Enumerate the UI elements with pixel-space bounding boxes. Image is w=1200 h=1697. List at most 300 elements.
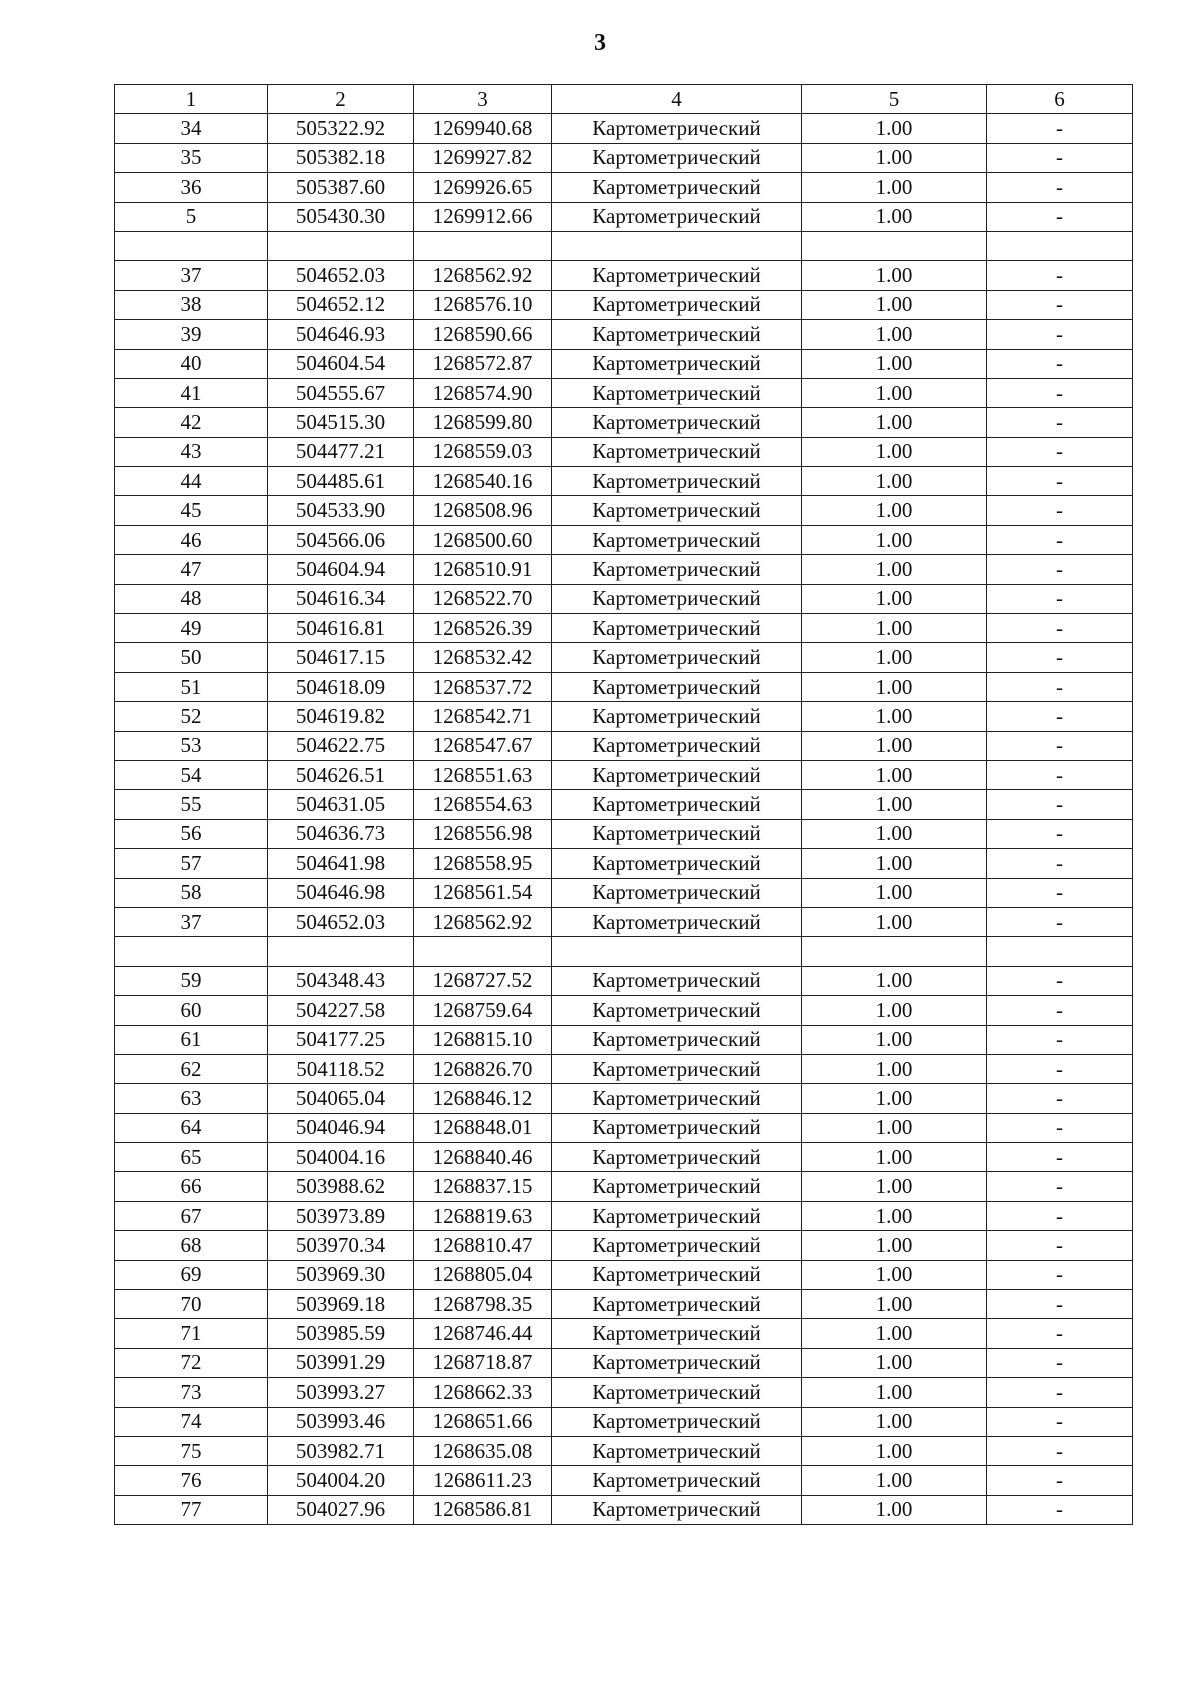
description-cell: -	[987, 1143, 1133, 1172]
x-coordinate-cell: 504617.15	[268, 643, 414, 672]
coordinates-table	[114, 84, 1133, 1525]
point-number-cell: 68	[115, 1231, 268, 1260]
method-cell: Картометрический	[552, 1466, 802, 1495]
accuracy-cell: 1.00	[802, 290, 987, 319]
accuracy-cell: 1.00	[802, 849, 987, 878]
method-cell: Картометрический	[552, 966, 802, 995]
method-cell: Картометрический	[552, 1495, 802, 1524]
y-coordinate-cell: 1268562.92	[414, 261, 552, 290]
y-coordinate-cell: 1268798.35	[414, 1290, 552, 1319]
accuracy-cell: 1.00	[802, 702, 987, 731]
description-cell: -	[987, 1407, 1133, 1436]
x-coordinate-cell: 504177.25	[268, 1025, 414, 1054]
method-cell: Картометрический	[552, 408, 802, 437]
method-cell: Картометрический	[552, 320, 802, 349]
table-row	[115, 320, 1133, 349]
description-cell: -	[987, 555, 1133, 584]
description-cell: -	[987, 173, 1133, 202]
y-coordinate-cell: 1268562.92	[414, 907, 552, 936]
method-cell: Картометрический	[552, 1025, 802, 1054]
point-number-cell: 60	[115, 996, 268, 1025]
table-row	[115, 290, 1133, 319]
accuracy-cell: 1.00	[802, 907, 987, 936]
point-number-cell: 49	[115, 614, 268, 643]
y-coordinate-cell: 1268537.72	[414, 672, 552, 701]
method-cell: Картометрический	[552, 378, 802, 407]
point-number-cell: 38	[115, 290, 268, 319]
point-number-cell: 54	[115, 760, 268, 789]
header-cell-1: 1	[115, 85, 268, 114]
x-coordinate-cell: 504636.73	[268, 819, 414, 848]
y-coordinate-cell: 1268815.10	[414, 1025, 552, 1054]
y-coordinate-cell: 1268522.70	[414, 584, 552, 613]
point-number-cell: 5	[115, 202, 268, 231]
y-coordinate-cell: 1268547.67	[414, 731, 552, 760]
x-coordinate-cell: 504604.94	[268, 555, 414, 584]
accuracy-cell: 1.00	[802, 555, 987, 584]
method-cell: Картометрический	[552, 1319, 802, 1348]
table-row	[115, 1260, 1133, 1289]
point-number-cell: 42	[115, 408, 268, 437]
description-cell: -	[987, 1172, 1133, 1201]
accuracy-cell: 1.00	[802, 643, 987, 672]
y-coordinate-cell: 1268611.23	[414, 1466, 552, 1495]
y-coordinate-cell: 1268542.71	[414, 702, 552, 731]
description-cell: -	[987, 1378, 1133, 1407]
point-number-cell: 70	[115, 1290, 268, 1319]
description-cell: -	[987, 1025, 1133, 1054]
x-coordinate-cell: 504555.67	[268, 378, 414, 407]
accuracy-cell: 1.00	[802, 1172, 987, 1201]
y-coordinate-cell: 1268826.70	[414, 1054, 552, 1083]
table-row	[115, 996, 1133, 1025]
method-cell: Картометрический	[552, 1378, 802, 1407]
point-number-cell	[115, 231, 268, 260]
accuracy-cell: 1.00	[802, 790, 987, 819]
table-row	[115, 1084, 1133, 1113]
y-coordinate-cell: 1268662.33	[414, 1378, 552, 1407]
point-number-cell: 74	[115, 1407, 268, 1436]
accuracy-cell: 1.00	[802, 1319, 987, 1348]
table-row	[115, 349, 1133, 378]
point-number-cell: 50	[115, 643, 268, 672]
description-cell: -	[987, 1084, 1133, 1113]
point-number-cell: 59	[115, 966, 268, 995]
table-row	[115, 1436, 1133, 1465]
point-number-cell: 45	[115, 496, 268, 525]
method-cell: Картометрический	[552, 760, 802, 789]
table-row	[115, 202, 1133, 231]
table-row	[115, 1319, 1133, 1348]
x-coordinate-cell: 504004.20	[268, 1466, 414, 1495]
description-cell: -	[987, 1466, 1133, 1495]
point-number-cell: 56	[115, 819, 268, 848]
x-coordinate-cell: 503993.27	[268, 1378, 414, 1407]
point-number-cell: 61	[115, 1025, 268, 1054]
x-coordinate-cell	[268, 937, 414, 966]
y-coordinate-cell: 1268759.64	[414, 996, 552, 1025]
table-row	[115, 467, 1133, 496]
accuracy-cell: 1.00	[802, 437, 987, 466]
point-number-cell: 47	[115, 555, 268, 584]
accuracy-cell: 1.00	[802, 614, 987, 643]
point-number-cell: 72	[115, 1348, 268, 1377]
x-coordinate-cell: 504604.54	[268, 349, 414, 378]
x-coordinate-cell: 504626.51	[268, 760, 414, 789]
accuracy-cell: 1.00	[802, 1348, 987, 1377]
point-number-cell: 67	[115, 1201, 268, 1230]
y-coordinate-cell: 1269912.66	[414, 202, 552, 231]
y-coordinate-cell: 1268540.16	[414, 467, 552, 496]
x-coordinate-cell: 504485.61	[268, 467, 414, 496]
table-row	[115, 702, 1133, 731]
page-number: 3	[594, 30, 606, 56]
accuracy-cell: 1.00	[802, 1407, 987, 1436]
accuracy-cell: 1.00	[802, 378, 987, 407]
table-row	[115, 1201, 1133, 1230]
x-coordinate-cell: 504065.04	[268, 1084, 414, 1113]
table-row	[115, 584, 1133, 613]
x-coordinate-cell	[268, 231, 414, 260]
method-cell: Картометрический	[552, 819, 802, 848]
point-number-cell: 34	[115, 114, 268, 143]
description-cell: -	[987, 1260, 1133, 1289]
y-coordinate-cell: 1268727.52	[414, 966, 552, 995]
description-cell: -	[987, 408, 1133, 437]
table-row	[115, 937, 1133, 966]
x-coordinate-cell: 503969.18	[268, 1290, 414, 1319]
method-cell: Картометрический	[552, 584, 802, 613]
x-coordinate-cell: 504618.09	[268, 672, 414, 701]
method-cell: Картометрический	[552, 173, 802, 202]
table-row	[115, 1143, 1133, 1172]
method-cell	[552, 937, 802, 966]
accuracy-cell: 1.00	[802, 114, 987, 143]
accuracy-cell: 1.00	[802, 760, 987, 789]
point-number-cell: 37	[115, 907, 268, 936]
method-cell: Картометрический	[552, 672, 802, 701]
point-number-cell: 62	[115, 1054, 268, 1083]
accuracy-cell: 1.00	[802, 996, 987, 1025]
table-row	[115, 672, 1133, 701]
table-row	[115, 731, 1133, 760]
accuracy-cell: 1.00	[802, 525, 987, 554]
x-coordinate-cell: 504641.98	[268, 849, 414, 878]
method-cell: Картометрический	[552, 496, 802, 525]
table-row	[115, 643, 1133, 672]
y-coordinate-cell: 1268718.87	[414, 1348, 552, 1377]
point-number-cell: 55	[115, 790, 268, 819]
point-number-cell: 76	[115, 1466, 268, 1495]
x-coordinate-cell: 503969.30	[268, 1260, 414, 1289]
point-number-cell: 35	[115, 143, 268, 172]
method-cell: Картометрический	[552, 849, 802, 878]
x-coordinate-cell: 504227.58	[268, 996, 414, 1025]
x-coordinate-cell: 504118.52	[268, 1054, 414, 1083]
method-cell: Картометрический	[552, 1436, 802, 1465]
method-cell: Картометрический	[552, 437, 802, 466]
method-cell: Картометрический	[552, 878, 802, 907]
method-cell: Картометрический	[552, 702, 802, 731]
method-cell: Картометрический	[552, 907, 802, 936]
x-coordinate-cell: 504027.96	[268, 1495, 414, 1524]
x-coordinate-cell: 504646.98	[268, 878, 414, 907]
y-coordinate-cell: 1268805.04	[414, 1260, 552, 1289]
y-coordinate-cell: 1268554.63	[414, 790, 552, 819]
point-number-cell: 64	[115, 1113, 268, 1142]
table-row	[115, 1407, 1133, 1436]
method-cell: Картометрический	[552, 1054, 802, 1083]
description-cell: -	[987, 496, 1133, 525]
y-coordinate-cell: 1268840.46	[414, 1143, 552, 1172]
x-coordinate-cell: 505387.60	[268, 173, 414, 202]
method-cell: Картометрический	[552, 261, 802, 290]
accuracy-cell: 1.00	[802, 261, 987, 290]
point-number-cell: 75	[115, 1436, 268, 1465]
point-number-cell: 63	[115, 1084, 268, 1113]
x-coordinate-cell: 503973.89	[268, 1201, 414, 1230]
method-cell: Картометрический	[552, 614, 802, 643]
table-row	[115, 143, 1133, 172]
accuracy-cell: 1.00	[802, 1025, 987, 1054]
x-coordinate-cell: 504515.30	[268, 408, 414, 437]
accuracy-cell: 1.00	[802, 1054, 987, 1083]
y-coordinate-cell: 1268576.10	[414, 290, 552, 319]
y-coordinate-cell: 1268561.54	[414, 878, 552, 907]
accuracy-cell: 1.00	[802, 1084, 987, 1113]
description-cell: -	[987, 878, 1133, 907]
accuracy-cell: 1.00	[802, 819, 987, 848]
x-coordinate-cell: 504631.05	[268, 790, 414, 819]
method-cell: Картометрический	[552, 555, 802, 584]
x-coordinate-cell: 503970.34	[268, 1231, 414, 1260]
y-coordinate-cell: 1268551.63	[414, 760, 552, 789]
accuracy-cell: 1.00	[802, 320, 987, 349]
x-coordinate-cell: 504348.43	[268, 966, 414, 995]
header-cell-3: 3	[414, 85, 552, 114]
accuracy-cell: 1.00	[802, 496, 987, 525]
description-cell: -	[987, 1319, 1133, 1348]
table-row	[115, 966, 1133, 995]
x-coordinate-cell: 503982.71	[268, 1436, 414, 1465]
y-coordinate-cell: 1268810.47	[414, 1231, 552, 1260]
header-cell-6: 6	[987, 85, 1133, 114]
x-coordinate-cell: 505322.92	[268, 114, 414, 143]
point-number-cell: 44	[115, 467, 268, 496]
table-row	[115, 614, 1133, 643]
description-cell: -	[987, 1348, 1133, 1377]
x-coordinate-cell: 504616.81	[268, 614, 414, 643]
table-row	[115, 437, 1133, 466]
description-cell: -	[987, 114, 1133, 143]
x-coordinate-cell: 504652.03	[268, 261, 414, 290]
table-row	[115, 231, 1133, 260]
y-coordinate-cell: 1268746.44	[414, 1319, 552, 1348]
table-row	[115, 849, 1133, 878]
description-cell: -	[987, 819, 1133, 848]
table-header	[115, 85, 1133, 114]
accuracy-cell: 1.00	[802, 1231, 987, 1260]
point-number-cell: 48	[115, 584, 268, 613]
method-cell: Картометрический	[552, 731, 802, 760]
description-cell: -	[987, 1054, 1133, 1083]
x-coordinate-cell: 504046.94	[268, 1113, 414, 1142]
x-coordinate-cell: 503988.62	[268, 1172, 414, 1201]
description-cell: -	[987, 467, 1133, 496]
header-cell-4: 4	[552, 85, 802, 114]
y-coordinate-cell: 1268559.03	[414, 437, 552, 466]
y-coordinate-cell: 1268635.08	[414, 1436, 552, 1465]
method-cell: Картометрический	[552, 467, 802, 496]
table-row	[115, 173, 1133, 202]
accuracy-cell: 1.00	[802, 1201, 987, 1230]
accuracy-cell	[802, 231, 987, 260]
method-cell: Картометрический	[552, 1231, 802, 1260]
y-coordinate-cell: 1269927.82	[414, 143, 552, 172]
y-coordinate-cell: 1268586.81	[414, 1495, 552, 1524]
table-row	[115, 1113, 1133, 1142]
table-row	[115, 408, 1133, 437]
method-cell: Картометрический	[552, 1290, 802, 1319]
table-row	[115, 114, 1133, 143]
description-cell: -	[987, 1231, 1133, 1260]
y-coordinate-cell: 1268837.15	[414, 1172, 552, 1201]
accuracy-cell: 1.00	[802, 202, 987, 231]
y-coordinate-cell: 1268556.98	[414, 819, 552, 848]
description-cell: -	[987, 907, 1133, 936]
point-number-cell: 37	[115, 261, 268, 290]
x-coordinate-cell: 503985.59	[268, 1319, 414, 1348]
accuracy-cell: 1.00	[802, 467, 987, 496]
point-number-cell: 39	[115, 320, 268, 349]
y-coordinate-cell: 1268599.80	[414, 408, 552, 437]
x-coordinate-cell: 505430.30	[268, 202, 414, 231]
y-coordinate-cell: 1268508.96	[414, 496, 552, 525]
description-cell: -	[987, 790, 1133, 819]
method-cell: Картометрический	[552, 1172, 802, 1201]
y-coordinate-cell: 1268590.66	[414, 320, 552, 349]
table-row	[115, 878, 1133, 907]
accuracy-cell: 1.00	[802, 1260, 987, 1289]
description-cell: -	[987, 996, 1133, 1025]
table-row	[115, 760, 1133, 789]
accuracy-cell: 1.00	[802, 1495, 987, 1524]
description-cell: -	[987, 731, 1133, 760]
x-coordinate-cell: 504004.16	[268, 1143, 414, 1172]
accuracy-cell: 1.00	[802, 143, 987, 172]
x-coordinate-cell: 504619.82	[268, 702, 414, 731]
y-coordinate-cell: 1269926.65	[414, 173, 552, 202]
method-cell: Картометрический	[552, 1143, 802, 1172]
point-number-cell: 65	[115, 1143, 268, 1172]
table-row	[115, 261, 1133, 290]
method-cell	[552, 231, 802, 260]
description-cell: -	[987, 261, 1133, 290]
y-coordinate-cell: 1269940.68	[414, 114, 552, 143]
point-number-cell: 77	[115, 1495, 268, 1524]
description-cell: -	[987, 584, 1133, 613]
table-row	[115, 790, 1133, 819]
method-cell: Картометрический	[552, 525, 802, 554]
table-row	[115, 1495, 1133, 1524]
method-cell: Картометрический	[552, 290, 802, 319]
x-coordinate-cell: 504533.90	[268, 496, 414, 525]
table-row	[115, 1348, 1133, 1377]
header-row	[115, 85, 1133, 114]
accuracy-cell: 1.00	[802, 1436, 987, 1465]
accuracy-cell: 1.00	[802, 1466, 987, 1495]
description-cell: -	[987, 966, 1133, 995]
table-row	[115, 1025, 1133, 1054]
point-number-cell: 58	[115, 878, 268, 907]
description-cell: -	[987, 1290, 1133, 1319]
point-number-cell	[115, 937, 268, 966]
table-row	[115, 1231, 1133, 1260]
point-number-cell: 52	[115, 702, 268, 731]
method-cell: Картометрический	[552, 1407, 802, 1436]
accuracy-cell: 1.00	[802, 584, 987, 613]
description-cell: -	[987, 1495, 1133, 1524]
method-cell: Картометрический	[552, 790, 802, 819]
accuracy-cell: 1.00	[802, 1113, 987, 1142]
method-cell: Картометрический	[552, 349, 802, 378]
description-cell: -	[987, 1201, 1133, 1230]
method-cell: Картометрический	[552, 1201, 802, 1230]
header-cell-2: 2	[268, 85, 414, 114]
table-row	[115, 1290, 1133, 1319]
description-cell: -	[987, 320, 1133, 349]
description-cell: -	[987, 672, 1133, 701]
method-cell: Картометрический	[552, 202, 802, 231]
x-coordinate-cell: 503991.29	[268, 1348, 414, 1377]
table-row	[115, 525, 1133, 554]
y-coordinate-cell: 1268500.60	[414, 525, 552, 554]
accuracy-cell: 1.00	[802, 731, 987, 760]
method-cell: Картометрический	[552, 1348, 802, 1377]
description-cell: -	[987, 202, 1133, 231]
x-coordinate-cell: 504652.03	[268, 907, 414, 936]
point-number-cell: 53	[115, 731, 268, 760]
point-number-cell: 69	[115, 1260, 268, 1289]
description-cell: -	[987, 378, 1133, 407]
y-coordinate-cell	[414, 231, 552, 260]
description-cell: -	[987, 290, 1133, 319]
x-coordinate-cell: 503993.46	[268, 1407, 414, 1436]
table-row	[115, 1054, 1133, 1083]
accuracy-cell: 1.00	[802, 1378, 987, 1407]
description-cell: -	[987, 643, 1133, 672]
description-cell: -	[987, 702, 1133, 731]
accuracy-cell: 1.00	[802, 878, 987, 907]
point-number-cell: 40	[115, 349, 268, 378]
accuracy-cell: 1.00	[802, 408, 987, 437]
method-cell: Картометрический	[552, 114, 802, 143]
table-row	[115, 819, 1133, 848]
y-coordinate-cell	[414, 937, 552, 966]
description-cell: -	[987, 525, 1133, 554]
y-coordinate-cell: 1268558.95	[414, 849, 552, 878]
accuracy-cell: 1.00	[802, 1143, 987, 1172]
accuracy-cell: 1.00	[802, 1290, 987, 1319]
x-coordinate-cell: 504622.75	[268, 731, 414, 760]
point-number-cell: 43	[115, 437, 268, 466]
description-cell: -	[987, 349, 1133, 378]
point-number-cell: 73	[115, 1378, 268, 1407]
table-body	[115, 114, 1133, 1525]
table-row	[115, 907, 1133, 936]
description-cell: -	[987, 1436, 1133, 1465]
y-coordinate-cell: 1268526.39	[414, 614, 552, 643]
